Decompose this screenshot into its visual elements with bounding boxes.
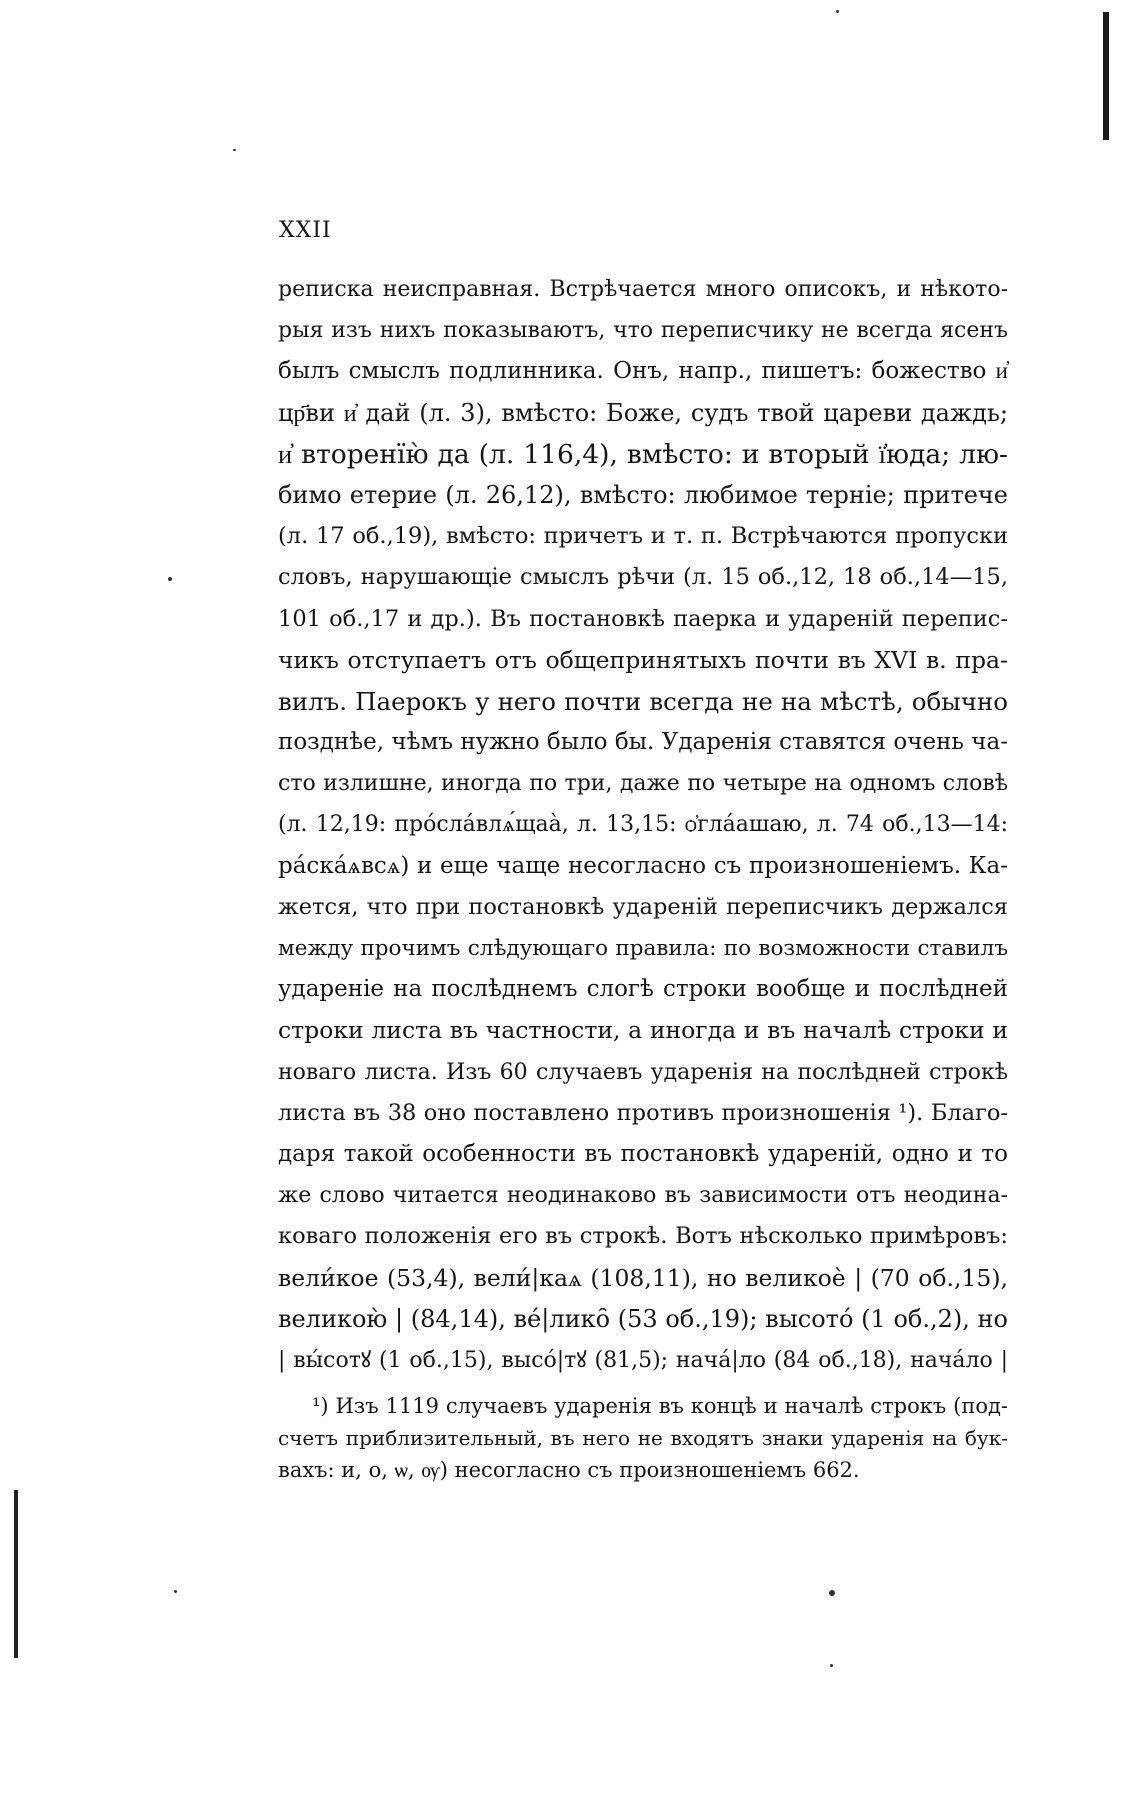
footnote-line: счетъ приблизительный, въ него не входятъ знаки ударенія на бук- (278, 1426, 1008, 1450)
scan-speck (836, 10, 839, 13)
scan-border-left (14, 1490, 18, 1658)
scan-speck (233, 149, 236, 151)
text-line: коваго положенія его въ строкѣ. Вотъ нѣсколько примѣровъ: (278, 1223, 1008, 1250)
page-number: XXII (279, 218, 332, 243)
text-line: великою̀ | (84,14), ве́|лико̑ (53 об.,19); высото́ (1 об.,2), но (278, 1304, 1008, 1333)
text-line: сто излишне, иногда по три, даже по четыре на одномъ словѣ (278, 771, 1008, 797)
text-line: реписка неисправная. Встрѣчается много описокъ, и нѣкото- (278, 277, 1008, 302)
text-line: бимо етерие (л. 26,12), вмѣсто: любимое терніе; притече (278, 480, 1008, 509)
text-line: былъ смыслъ подлинника. Онъ, напр., пишетъ: божество и҆ (278, 358, 1008, 385)
text-line: между прочимъ слѣдующаго правила: по возможности ставилъ (278, 936, 1008, 961)
body-text (278, 269, 1008, 1381)
text-line: 101 об.,17 и др.). Въ постановкѣ паерка и удареній перепис- (278, 605, 1008, 632)
text-line: ра́ска́ѧвсѧ) и еще чаще несогласно съ произношеніемъ. Ка- (278, 852, 1008, 879)
text-line: новаго листа. Изъ 60 случаевъ ударенія на послѣдней строкѣ (278, 1059, 1008, 1085)
text-line: удареніе на послѣднемъ слогѣ строки вообще и послѣдней (278, 976, 1008, 1003)
text-line: строки листа въ частности, а иногда и въ началѣ строки и (278, 1016, 1008, 1045)
footnote-line: ¹) Изъ 1119 случаевъ ударенія въ концѣ и началѣ строкъ (под- (312, 1394, 1008, 1418)
text-line: и҆ вторенїю̀ да (л. 116,4), вмѣсто: и вторый ї҆юда; лю- (278, 438, 1008, 470)
text-line: рыя изъ нихъ показываютъ, что переписчику не всегда ясенъ (278, 318, 1008, 344)
scan-speck (829, 1590, 835, 1596)
text-line: вилъ. Паерокъ у него почти всегда не на мѣстѣ, обычно (278, 686, 1008, 716)
footnote (278, 1390, 1008, 1486)
footnote-line: вахъ: и, о, ѡ, ѹ) несогласно съ произношеніемъ 662. (278, 1458, 860, 1482)
text-line: словъ, нарушающіе смыслъ рѣчи (л. 15 об.,12, 18 об.,14—15, (278, 564, 1008, 591)
text-line: (л. 12,19: про́сла́влѧ́щаа̀, л. 13,15: ѻ҆гла́ашаю, л. 74 об.,13—14: (278, 812, 1008, 838)
scan-border-right (1103, 12, 1109, 140)
scan-speck (174, 1590, 177, 1593)
text-line: вели́кое (53,4), вели́|каѧ (108,11), но великоѐ | (70 об.,15), (278, 1263, 1008, 1292)
text-line: жется, что при постановкѣ удареній переписчикъ держался (278, 893, 1008, 920)
text-line: | вы́сотꙋ (1 об.,15), высо́|тꙋ (81,5); нача́|ло (84 об.,18), нача́ло | (278, 1347, 1008, 1373)
text-line: цр҃ви и҆ дай (л. 3), вмѣсто: Боже, судъ твой цареви даждь; (278, 398, 1008, 427)
text-line: даря такой особенности въ постановкѣ удареній, одно и то (278, 1140, 1008, 1167)
scan-speck (830, 1664, 833, 1667)
text-line: (л. 17 об.,19), вмѣсто: причетъ и т. п. Встрѣчаются пропуски (278, 523, 1008, 550)
text-line: чикъ отступаетъ отъ общепринятыхъ почти въ XVI в. пра- (278, 645, 1008, 674)
text-line: позднѣе, чѣмъ нужно было бы. Ударенія ставятся очень ча- (278, 729, 1008, 756)
text-line: листа въ 38 оно поставлено противъ произношенія ¹). Благо- (278, 1099, 1008, 1126)
text-line: же слово читается неодинаково въ зависимости отъ неодина- (278, 1183, 1008, 1209)
scan-speck (168, 577, 172, 581)
